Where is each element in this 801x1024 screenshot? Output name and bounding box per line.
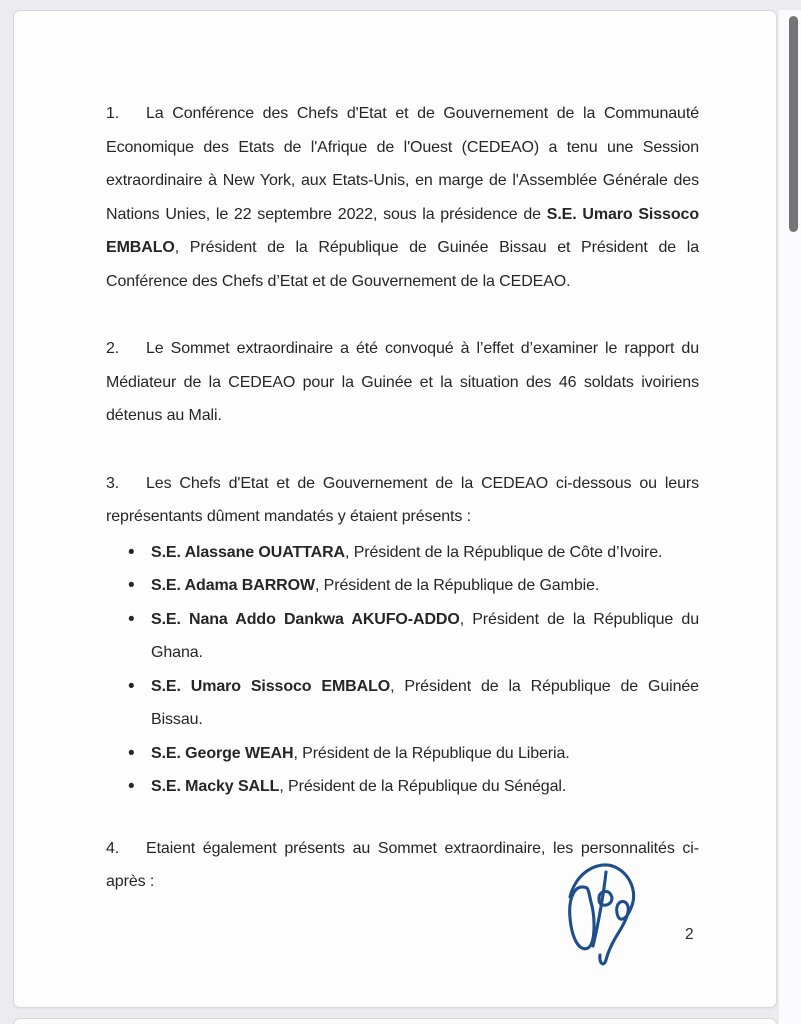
attendee-item — [106, 569, 699, 603]
scrollbar-thumb[interactable] — [789, 16, 798, 232]
text-run: , Président de la République de Guinée Bissau. — [151, 677, 699, 728]
text-run: , Président de la République du Liberia. — [293, 744, 570, 762]
text-run: Le Sommet extraordinaire a été convoqué à l’effet d’examiner le rapport du Médiateur de la CEDEAO pour la Guinée et la situation des 46 soldats ivoiriens détenus au Mali. — [106, 340, 699, 424]
bold-text-run: S.E. Nana Addo Dankwa AKUFO-ADDO — [151, 610, 460, 628]
paragraph-number: 4. — [106, 839, 120, 857]
text-run: Etaient également présents au Sommet extraordinaire, les personnalités ci-après : — [106, 839, 699, 890]
bold-text-run: S.E. Adama BARROW — [151, 577, 315, 594]
bold-text-run: S.E. Alassane OUATTARA — [151, 543, 345, 561]
text-run: , Président de la République de Gambie. — [314, 577, 600, 594]
numbered-paragraph — [106, 97, 699, 298]
next-page-edge — [13, 1018, 777, 1024]
bold-text-run: S.E. Umaro Sissoco EMBALO — [151, 677, 391, 695]
attendee-item — [106, 670, 699, 737]
document-content — [106, 97, 699, 933]
bold-text-run: S.E. Umaro Sissoco EMBALO — [106, 205, 699, 256]
text-run: , Président de la République de Côte d’Ivoire. — [345, 543, 663, 561]
document-page — [13, 10, 777, 1008]
attendee-item — [106, 536, 699, 570]
attendees-list — [106, 536, 699, 804]
numbered-paragraph — [106, 467, 699, 534]
signature-icon — [548, 859, 658, 979]
text-run: , Président de la République de Guinée Bissau et Président de la Conférence des Chefs d’Etat et de Gouvernement de la CEDEAO. — [106, 239, 699, 290]
text-run: Les Chefs d'Etat et de Gouvernement de la CEDEAO ci-dessous ou leurs représentants dûment mandatés y étaient présents : — [106, 474, 699, 525]
attendee-item — [106, 737, 699, 771]
page-number: 2 — [685, 926, 694, 943]
attendee-item — [106, 770, 699, 804]
text-run: , Président de la République du Ghana. — [151, 610, 699, 661]
attendee-item — [106, 603, 699, 670]
paragraph-number: 1. — [106, 105, 120, 122]
paragraph-number: 2. — [106, 340, 120, 357]
text-run: , Président de la République du Sénégal. — [279, 778, 567, 795]
bold-text-run: S.E. Macky SALL — [151, 778, 280, 795]
text-run: La Conférence des Chefs d'Etat et de Gouvernement de la Communauté Economique des Etats de l'Afrique de l'Ouest (CEDEAO) a tenu une Session extraordinaire à New York, aux Etats-Unis, en marge de l'Assemblée Générale des Nations Unies, le 22 septembre 2022, sous la présidence de — [106, 105, 699, 223]
paragraph-number: 3. — [106, 474, 120, 492]
numbered-paragraph — [106, 332, 699, 433]
bold-text-run: S.E. George WEAH — [151, 744, 294, 762]
